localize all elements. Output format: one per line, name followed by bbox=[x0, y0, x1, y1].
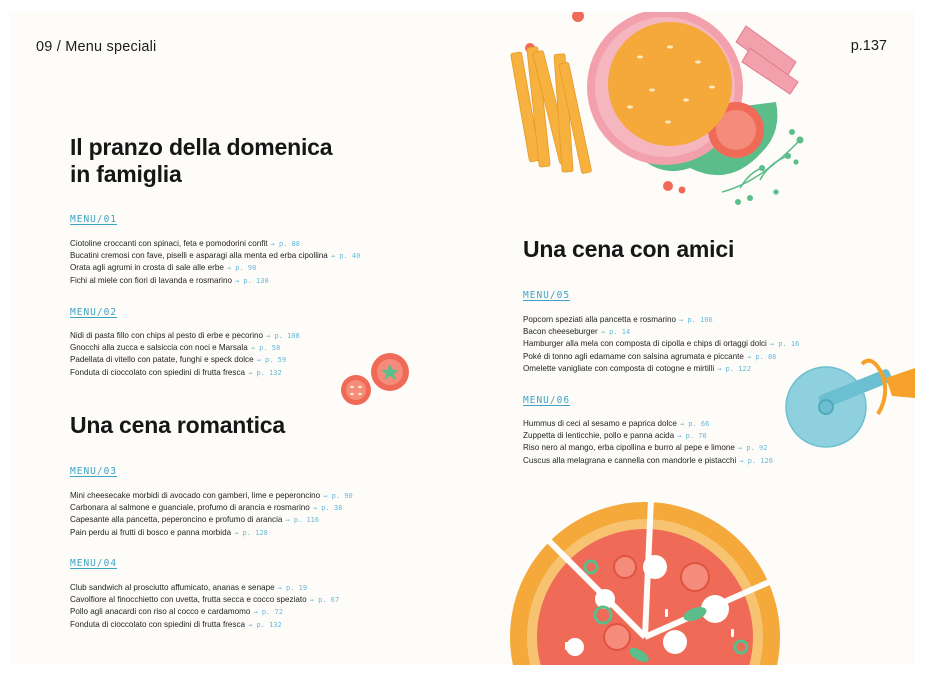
heading-line: Una cena con amici bbox=[523, 236, 735, 262]
dish-name: Fichi al miele con fiori di lavanda e rosmarino bbox=[70, 275, 232, 285]
menu-item bbox=[70, 527, 353, 539]
page-ref-link[interactable]: → p. 132 bbox=[248, 368, 282, 377]
dish-name: Riso nero al mango, erba cipollina e burro al pepe e limone bbox=[523, 443, 735, 453]
menu-item bbox=[70, 490, 353, 502]
heading-dinner-with-friends bbox=[523, 236, 734, 263]
menu-item bbox=[523, 351, 799, 363]
menu-item bbox=[523, 455, 773, 467]
page-ref-link[interactable]: → p. 19 bbox=[277, 584, 308, 592]
menu-item bbox=[70, 250, 360, 262]
menu-item bbox=[70, 238, 360, 250]
menu-item bbox=[523, 363, 799, 375]
dish-name: Mini cheesecake morbidi di avocado con gamberi, lime e peperoncino bbox=[70, 491, 321, 500]
page-ref-link[interactable]: → p. 90 bbox=[323, 492, 353, 500]
menu-item bbox=[70, 594, 339, 606]
dish-name: Club sandwich al prosciutto affumicato, ananas e senape bbox=[70, 583, 275, 592]
menu-item bbox=[523, 338, 799, 350]
page-ref-link[interactable]: → p. 88 bbox=[270, 240, 301, 248]
dish-name: Cuscus alla melagrana e cannella con mandorle e pistacchi bbox=[523, 455, 737, 465]
page-ref-link[interactable]: → p. 14 bbox=[600, 328, 631, 337]
page-ref-link[interactable]: → p. 86 bbox=[746, 352, 777, 361]
menu-item bbox=[523, 418, 773, 430]
menu-label-02: MENU/02 bbox=[70, 307, 118, 318]
menu-label-01: MENU/01 bbox=[70, 214, 118, 225]
dish-name: Omelette vanigliate con composta di cotogne e mirtilli bbox=[523, 363, 715, 373]
heading-line: Una cena romantica bbox=[70, 412, 285, 438]
menu-item bbox=[523, 314, 799, 326]
tomato-slices-illustration bbox=[338, 352, 414, 412]
menu-list-04 bbox=[70, 582, 339, 631]
page-ref-link[interactable]: → p. 16 bbox=[769, 340, 800, 349]
menu-list-03 bbox=[70, 490, 353, 539]
menu-item bbox=[70, 342, 300, 354]
page-ref-link[interactable]: → p. 38 bbox=[312, 504, 343, 513]
page-ref-link[interactable]: → p. 106 bbox=[678, 316, 713, 324]
menu-item bbox=[70, 275, 360, 287]
page-ref-link[interactable]: → p. 108 bbox=[266, 332, 300, 340]
menu-list-02 bbox=[70, 330, 300, 379]
menu-item bbox=[70, 262, 360, 274]
book-spread bbox=[10, 12, 915, 665]
page-ref-link[interactable]: → p. 92 bbox=[737, 444, 768, 453]
dish-name: Capesante alla pancetta, peperoncino e profumo di arancia bbox=[70, 515, 283, 525]
dish-name: Pollo agli anacardi con riso al cocco e cardamomo bbox=[70, 607, 251, 617]
section-label: 09 / Menu speciali bbox=[36, 39, 157, 55]
dish-name: Nidi di pasta fillo con chips al pesto di erbe e pecorino bbox=[70, 331, 264, 340]
page-ref-link[interactable]: → p. 66 bbox=[679, 420, 710, 428]
menu-list-01 bbox=[70, 238, 360, 287]
page-ref-link[interactable]: → p. 40 bbox=[330, 252, 361, 261]
dish-name: Orata agli agrumi in crosta di sale alle erbe bbox=[70, 263, 224, 273]
menu-label-05: MENU/05 bbox=[523, 290, 571, 301]
menu-item bbox=[70, 502, 353, 514]
menu-item bbox=[70, 582, 339, 594]
dish-name: Carbonara al salmone e guanciale, profumo di arancia e rosmarino bbox=[70, 503, 310, 513]
page-ref-link[interactable]: → p. 122 bbox=[717, 364, 751, 373]
menu-item bbox=[523, 430, 773, 442]
heading-romantic-dinner bbox=[70, 412, 285, 439]
menu-label-06: MENU/06 bbox=[523, 395, 571, 406]
dish-name: Zuppetta di lenticchie, pollo e panna acida bbox=[523, 431, 675, 441]
menu-label-03: MENU/03 bbox=[70, 466, 118, 477]
heading-line: in famiglia bbox=[70, 161, 182, 187]
page-ref-link[interactable]: → p. 132 bbox=[248, 620, 282, 629]
page-ref-link[interactable]: → p. 130 bbox=[234, 276, 269, 285]
page-ref-link[interactable]: → p. 72 bbox=[253, 608, 283, 617]
menu-item bbox=[70, 367, 300, 379]
page-ref-link[interactable]: → p. 70 bbox=[677, 432, 707, 441]
dish-name: Hummus di ceci al sesamo e paprica dolce bbox=[523, 419, 677, 428]
heading-line: Il pranzo della domenica bbox=[70, 134, 333, 160]
dish-name: Fonduta di cioccolato con spiedini di frutta fresca bbox=[70, 619, 246, 629]
page-ref-link[interactable]: → p. 67 bbox=[309, 596, 340, 605]
heading-sunday-lunch bbox=[70, 134, 332, 188]
page-ref-link[interactable]: → p. 116 bbox=[285, 516, 320, 525]
menu-label-04: MENU/04 bbox=[70, 558, 118, 569]
dish-name: Cavolfiore al finocchietto con uvetta, frutta secca e cocco speziato bbox=[70, 595, 307, 605]
page-ref-link[interactable]: → p. 128 bbox=[234, 528, 268, 537]
menu-item bbox=[70, 606, 339, 618]
dish-name: Poké di tonno agli edamame con salsina agrumata e piccante bbox=[523, 351, 744, 361]
page-ref-link[interactable]: → p. 98 bbox=[226, 264, 257, 273]
dish-name: Pain perdu ai frutti di bosco e panna morbida bbox=[70, 527, 232, 537]
dish-name: Hamburger alla mela con composta di cipolla e chips di ortaggi dolci bbox=[523, 339, 767, 349]
dish-name: Popcorn speziati alla pancetta e rosmarino bbox=[523, 315, 676, 324]
dish-name: Bucatini cremosi con fave, piselli e asparagi alla menta ed erba cipollina bbox=[70, 251, 328, 261]
dish-name: Gnocchi alla zucca e salsiccia con noci e Marsala bbox=[70, 343, 248, 353]
dish-name: Bacon cheeseburger bbox=[523, 327, 598, 337]
page-ref-link[interactable]: → p. 58 bbox=[250, 344, 281, 353]
pizza-illustration bbox=[505, 497, 785, 665]
menu-list-06 bbox=[523, 418, 773, 467]
menu-item bbox=[70, 619, 339, 631]
dish-name: Fonduta di cioccolato con spiedini di frutta fresca bbox=[70, 367, 246, 377]
menu-item bbox=[70, 514, 353, 526]
menu-item bbox=[523, 326, 799, 338]
dish-name: Padellata di vitello con patate, funghi e speck dolce bbox=[70, 355, 254, 365]
page-number: p.137 bbox=[850, 38, 887, 54]
page-ref-link[interactable]: → p. 126 bbox=[739, 456, 773, 465]
menu-item bbox=[70, 354, 300, 366]
dish-name: Ciotoline croccanti con spinaci, feta e pomodorini confit bbox=[70, 239, 268, 248]
burger-fries-illustration bbox=[500, 12, 810, 212]
pizza-cutter-illustration bbox=[782, 354, 915, 459]
menu-item bbox=[70, 330, 300, 342]
menu-list-05 bbox=[523, 314, 799, 375]
page-ref-link[interactable]: → p. 59 bbox=[256, 356, 287, 365]
menu-item bbox=[523, 442, 773, 454]
